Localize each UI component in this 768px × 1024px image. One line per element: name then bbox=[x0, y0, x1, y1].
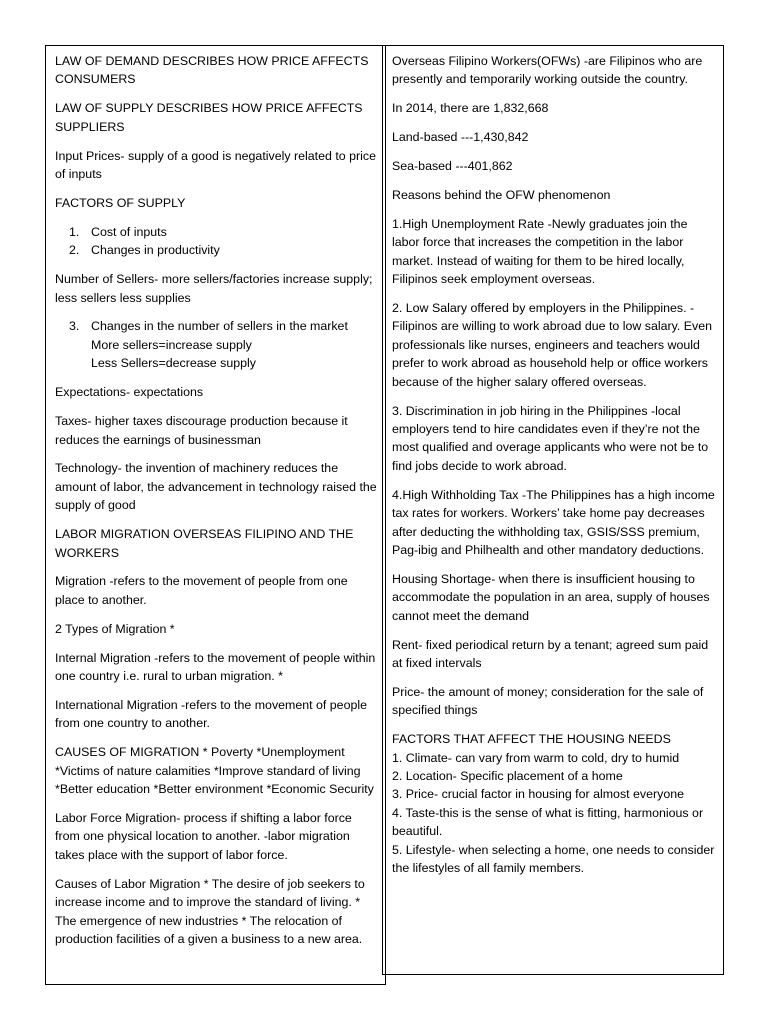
low-salary-paragraph: 2. Low Salary offered by employers in the Philippines. -Filipinos are willing to work abroad due to low salary. Even professionals like nurses, engineers and teachers would prefer to work abroad as household help or office workers because of the higher salary offered overseas. bbox=[392, 301, 713, 389]
list-item bbox=[55, 317, 377, 372]
withholding-tax-paragraph: 4.High Withholding Tax -The Philippines has a high income tax rates for workers. Workers’ take home pay decreases after deducting the withholding tax, GSIS/SSS premium, Pag-ibig and Philhealth and other mandatory deductions. bbox=[392, 487, 715, 557]
internal-migration-paragraph: Internal Migration -refers to the movement of people within one country i.e. rural to urban migration. * bbox=[55, 650, 376, 684]
sellers-list bbox=[55, 317, 377, 372]
list-number: 1. bbox=[69, 224, 80, 239]
left-column bbox=[45, 45, 386, 985]
list-item: 4. Taste-this is the sense of what is fitting, harmonious or beautiful. bbox=[392, 805, 704, 839]
ofw-reasons-heading: Reasons behind the OFW phenomenon bbox=[392, 188, 611, 203]
factors-of-supply-list bbox=[55, 223, 377, 260]
rent-paragraph: Rent- fixed periodical return by a tenant; agreed sum paid at fixed intervals bbox=[392, 637, 709, 670]
migration-paragraph: Migration -refers to the movement of people from one place to another. bbox=[55, 574, 348, 607]
list-text: Cost of inputs bbox=[91, 224, 167, 239]
expectations-paragraph: Expectations- expectations bbox=[55, 385, 204, 400]
ofw-count-paragraph: In 2014, there are 1,832,668 bbox=[392, 101, 549, 116]
list-item: 5. Lifestyle- when selecting a home, one needs to consider the lifestyles of all family members. bbox=[392, 842, 715, 876]
list-text: Changes in productivity bbox=[91, 243, 220, 258]
labor-force-migration-paragraph: Labor Force Migration- process if shifting a labor force from one physical location to another. -labor migration takes place with the support of labor force. bbox=[55, 811, 352, 862]
land-based-paragraph: Land-based ---1,430,842 bbox=[392, 130, 529, 145]
list-number: 2. bbox=[69, 243, 80, 258]
list-item bbox=[55, 223, 377, 241]
list-item: 3. Price- crucial factor in housing for almost everyone bbox=[392, 787, 684, 802]
law-of-demand-heading: LAW OF DEMAND DESCRIBES HOW PRICE AFFECTS CONSUMERS bbox=[55, 54, 369, 87]
discrimination-paragraph: 3. Discrimination in job hiring in the Philippines -local employers tend to hire candidates even if they’re not the most qualified and overage applicants who were not be to find jobs decide to work abroad. bbox=[392, 403, 709, 473]
list-text: Less Sellers=decrease supply bbox=[91, 356, 256, 371]
law-of-supply-heading: LAW OF SUPPLY DESCRIBES HOW PRICE AFFECTS SUPPLIERS bbox=[55, 101, 363, 134]
list-text: Changes in the number of sellers in the market bbox=[91, 319, 348, 334]
list-item: 2. Location- Specific placement of a home bbox=[392, 769, 623, 783]
ofw-definition-paragraph: Overseas Filipino Workers(OFWs) -are Filipinos who are presently and temporarily working outside the country. bbox=[392, 54, 703, 87]
price-paragraph: Price- the amount of money; consideration for the sale of specified things bbox=[392, 684, 704, 718]
number-of-sellers-paragraph: Number of Sellers- more sellers/factories increase supply; less sellers less supplies bbox=[55, 272, 373, 305]
input-prices-paragraph: Input Prices- supply of a good is negatively related to price of inputs bbox=[55, 148, 376, 182]
types-of-migration-paragraph: 2 Types of Migration * bbox=[55, 621, 175, 636]
housing-needs-heading: FACTORS THAT AFFECT THE HOUSING NEEDS bbox=[392, 732, 671, 747]
labor-migration-heading: LABOR MIGRATION OVERSEAS FILIPINO AND THE WORKERS bbox=[55, 527, 354, 560]
list-number: 3. bbox=[69, 319, 80, 334]
causes-of-migration-paragraph: CAUSES OF MIGRATION * Poverty *Unemployment *Victims of nature calamities *Improve standard of living *Better education *Better environment *Economic Security bbox=[55, 745, 374, 797]
taxes-paragraph: Taxes- higher taxes discourage production because it reduces the earnings of businessman bbox=[55, 414, 348, 447]
list-item bbox=[55, 241, 377, 259]
unemployment-rate-paragraph: 1.High Unemployment Rate -Newly graduates join the labor force that increases the competition in the labor market. Instead of waiting for them to be hired locally, Filipinos seek employment overseas. bbox=[392, 216, 688, 287]
right-column bbox=[382, 45, 724, 975]
international-migration-paragraph: International Migration -refers to the movement of people from one country to another. bbox=[55, 697, 367, 731]
causes-of-labor-migration-paragraph: Causes of Labor Migration * The desire of job seekers to increase income and to improve the standard of living. * The emergence of new industries * The relocation of production facilities of a given a business to a new area. bbox=[55, 876, 365, 946]
sea-based-paragraph: Sea-based ---401,862 bbox=[392, 159, 513, 174]
factors-of-supply-heading: FACTORS OF SUPPLY bbox=[55, 195, 186, 210]
list-text: More sellers=increase supply bbox=[91, 337, 252, 352]
technology-paragraph: Technology- the invention of machinery reduces the amount of labor, the advancement in technology raised the supply of good bbox=[55, 461, 377, 513]
list-item: 1. Climate- can vary from warm to cold, dry to humid bbox=[392, 750, 680, 765]
housing-shortage-paragraph: Housing Shortage- when there is insufficient housing to accommodate the population in an area, supply of houses cannot meet the demand bbox=[392, 571, 710, 623]
